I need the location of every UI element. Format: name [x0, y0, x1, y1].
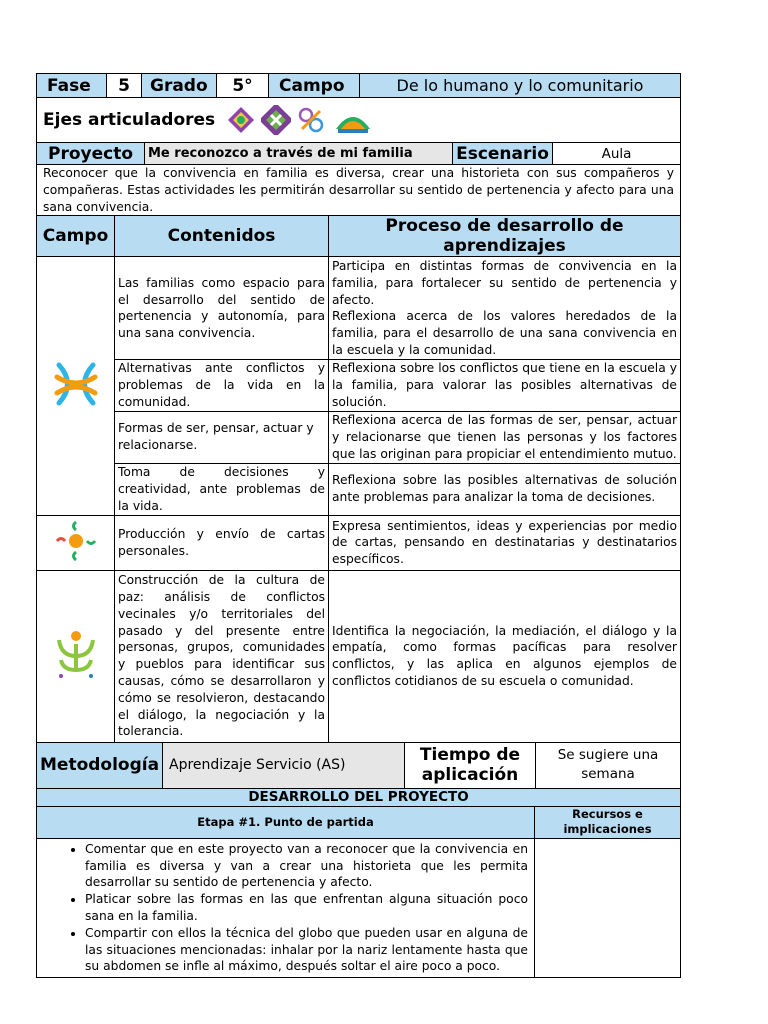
fase-value: 5	[107, 74, 142, 98]
col-header-proceso: Proceso de desarrollo de aprendizajes	[329, 216, 681, 257]
interculturalidad-icon	[261, 105, 291, 135]
proceso-cell: Reflexiona acerca de las formas de ser, pensar, actuar y relacionarse que tienen las personas y los factores que las originan para propiciar el entendimiento mutuo.	[329, 411, 681, 463]
vida-saludable-icon	[332, 105, 374, 135]
proceso-cell: Expresa sentimientos, ideas y experiencias por medio de cartas, pensando en destinatarias y destinatarios específicos.	[329, 515, 681, 570]
list-item: • Platicar sobre las formas en las que enfrentan alguna situación poco sana en la familia.	[85, 891, 528, 925]
etapa-title: Etapa #1. Punto de partida	[37, 806, 535, 838]
fase-label: Fase	[37, 74, 107, 98]
ejes-label: Ejes articuladores	[43, 110, 216, 130]
escenario-value: Aula	[553, 143, 681, 165]
description-table	[36, 164, 681, 216]
table-row	[37, 515, 681, 570]
header-table	[36, 73, 681, 98]
proceso-cell: Reflexiona sobre los conflictos que tiene en la escuela y la familia, para valorar las posibles alternativas de solución.	[329, 360, 681, 411]
etapa-content	[37, 838, 535, 977]
tiempo-value: Se sugiere una semana	[536, 742, 681, 788]
etapa-bullets	[37, 841, 528, 975]
contenido-cell: Las familias como espacio para el desarrollo del sentido de pertenencia y autonomía, para una sana convivencia.	[115, 257, 329, 360]
humano-comunitario-icon	[51, 359, 101, 409]
recursos-content	[535, 838, 681, 977]
proyecto-table	[36, 142, 681, 165]
ejes-icons	[226, 105, 373, 135]
tiempo-label: Tiempo de aplicación	[405, 742, 536, 788]
campo-label: Campo	[269, 74, 360, 98]
recursos-title: Recursos e implicaciones	[535, 806, 681, 838]
contenido-cell: Alternativas ante conflictos y problemas de la vida en la comunidad.	[115, 360, 329, 411]
igualdad-genero-icon	[296, 105, 326, 135]
proceso-cell: Identifica la negociación, la mediación, el diálogo y la empatía, como formas pacíficas para resolver conflictos, y las aplica en algunos ejemplos de conflictos cotidianos de su escuela o comunidad.	[329, 570, 681, 742]
desarrollo-title: DESARROLLO DEL PROYECTO	[37, 788, 681, 806]
inclusion-icon	[226, 105, 256, 135]
table-row	[37, 360, 681, 411]
campo-icon-cell	[37, 570, 115, 742]
contenidos-table	[36, 215, 681, 742]
contenido-cell: Toma de decisiones y creatividad, ante problemas de la vida.	[115, 463, 329, 515]
proyecto-label: Proyecto	[37, 143, 145, 165]
planning-sheet	[36, 73, 681, 978]
table-row	[37, 570, 681, 742]
metodologia-label: Metodología	[37, 742, 163, 788]
campo-icon-cell	[37, 257, 115, 515]
contenido-cell: Construcción de la cultura de paz: análisis de conflictos vecinales y/o territoriales del pasado y del presente entre personas, grupos, comunidades y pueblos para identificar sus causas, cómo se desarrollaron y cómo se resolvieron, destacando el diálogo, la negociación y la tolerancia.	[115, 570, 329, 742]
etica-naturaleza-icon	[51, 626, 101, 682]
contenido-cell: Producción y envío de cartas personales.	[115, 515, 329, 570]
proceso-cell: Participa en distintas formas de convivencia en la familia, para fortalecer su sentido de pertenencia y afecto. Reflexiona acerca de los valores heredados de la familia, para el desarrollo de una sana convivencia en la escuela y la comunidad.	[329, 257, 681, 360]
campo-value: De lo humano y lo comunitario	[360, 74, 681, 98]
project-description: Reconocer que la convivencia en familia es diversa, crear una historieta con sus compañeros y compañeras. Estas actividades les permitirán desarrollar su sentido de pertenencia y afecto para una sana convivencia.	[37, 165, 681, 216]
col-header-contenidos: Contenidos	[115, 216, 329, 257]
lenguajes-icon	[53, 518, 99, 564]
list-item: • Compartir con ellos la técnica del globo que pueden usar en alguna de las situaciones mencionadas: inhalar por la nariz lentamente hasta que su abdomen se infle al máximo, después soltar el aire poco a poco.	[85, 925, 528, 975]
metodologia-table	[36, 742, 681, 789]
table-row	[37, 257, 681, 360]
metodologia-value: Aprendizaje Servicio (AS)	[163, 742, 405, 788]
proyecto-value: Me reconozco a través de mi familia	[145, 143, 453, 165]
contenido-cell: Formas de ser, pensar, actuar y relacionarse.	[115, 411, 329, 463]
desarrollo-table	[36, 788, 681, 978]
ejes-table	[36, 97, 681, 143]
col-header-campo: Campo	[37, 216, 115, 257]
table-row	[37, 411, 681, 463]
table-row	[37, 463, 681, 515]
escenario-label: Escenario	[453, 143, 553, 165]
grado-label: Grado	[142, 74, 217, 98]
grado-value: 5°	[217, 74, 269, 98]
proceso-cell: Reflexiona sobre las posibles alternativas de solución ante problemas para analizar la toma de decisiones.	[329, 463, 681, 515]
campo-icon-cell	[37, 515, 115, 570]
ejes-row	[37, 98, 681, 143]
list-item: • Comentar que en este proyecto van a reconocer que la convivencia en familia es diversa y van a crear una historieta que les permita desarrollar su sentido de pertenencia y afecto.	[85, 841, 528, 891]
